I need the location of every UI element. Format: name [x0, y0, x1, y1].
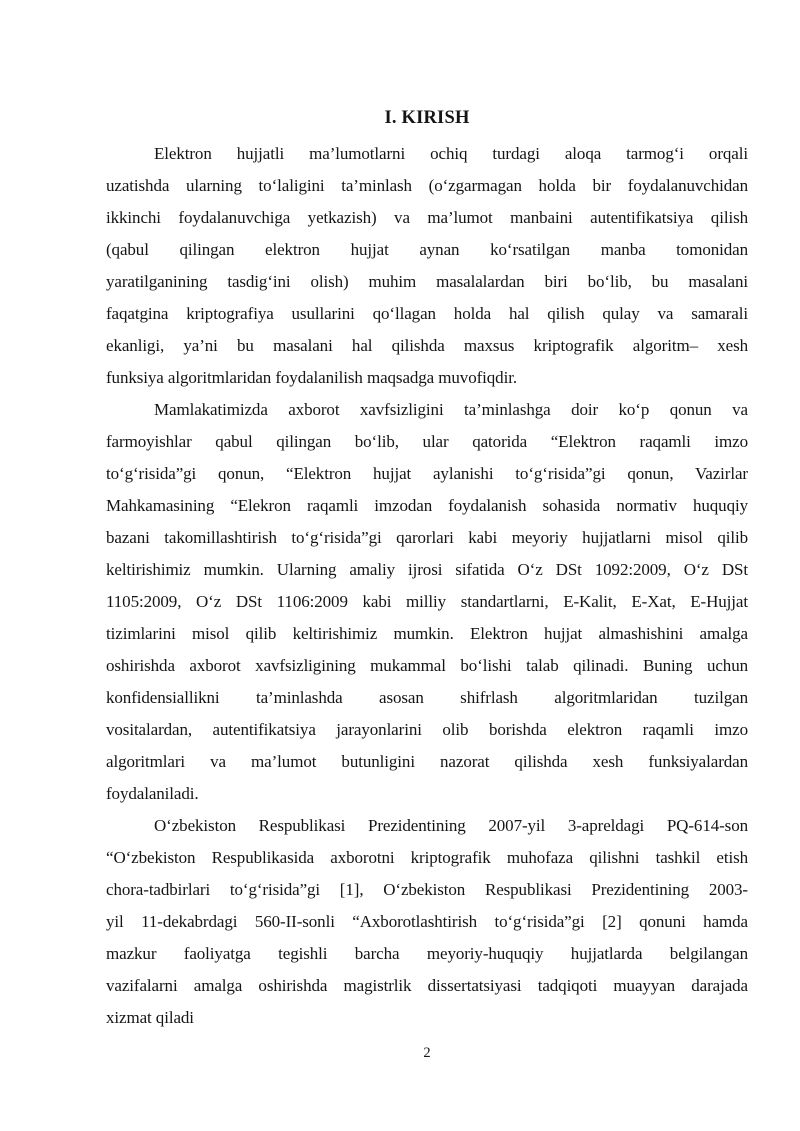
text-line: O‘zbekiston Respublikasi Prezidentining 2007-yil 3-apreldagi PQ-614-son [154, 816, 748, 835]
paragraph [106, 138, 748, 394]
text-line: to‘g‘risida”gi qonun, “Elektron hujjat aylanishi to‘g‘risida”gi qonun, Vazirlar [106, 464, 748, 483]
text-line: algoritmlari va ma’lumot butunligini nazorat qilishda xesh funksiyalardan [106, 752, 748, 771]
document-body [106, 138, 748, 1034]
text-line: yil 11-dekabrdagi 560-II-sonli “Axborotlashtirish to‘g‘risida”gi [2] qonuni hamda [106, 912, 748, 931]
text-line: funksiya algoritmlaridan foydalanilish maqsadga muvofiqdir. [106, 368, 517, 387]
text-line: keltirishimiz mumkin. Ularning amaliy ijrosi sifatida O‘z DSt 1092:2009, O‘z DSt [106, 560, 748, 579]
text-line: vazifalarni amalga oshirishda magistrlik dissertatsiyasi tadqiqoti muayyan darajada [106, 976, 748, 995]
text-line: chora-tadbirlari to‘g‘risida”gi [1], O‘zbekiston Respublikasi Prezidentining 2003- [106, 880, 748, 899]
text-line: bazani takomillashtirish to‘g‘risida”gi qarorlari kabi meyoriy hujjatlarni misol qilib [106, 528, 748, 547]
text-line: Elektron hujjatli ma’lumotlarni ochiq turdagi aloqa tarmog‘i orqali [154, 144, 748, 163]
page-number: 2 [423, 1045, 431, 1061]
text-line: uzatishda ularning to‘laligini ta’minlash (o‘zgarmagan holda bir foydalanuvchidan [106, 176, 748, 195]
text-line: ikkinchi foydalanuvchiga yetkazish) va ma’lumot manbaini autentifikatsiya qilish [106, 208, 748, 227]
text-line: Mahkamasining “Elekron raqamli imzodan foydalanish sohasida normativ huquqiy [106, 496, 748, 515]
text-line: vositalardan, autentifikatsiya jarayonlarini olib borishda elektron raqamli imzo [106, 720, 748, 739]
text-line: farmoyishlar qabul qilingan bo‘lib, ular qatorida “Elektron raqamli imzo [106, 432, 748, 451]
text-line: faqatgina kriptografiya usullarini qo‘llagan holda hal qilish qulay va samarali [106, 304, 748, 323]
paragraph [106, 394, 748, 810]
text-line: oshirishda axborot xavfsizligining mukammal bo‘lishi talab qilinadi. Buning uchun [106, 656, 748, 675]
text-line: 1105:2009, O‘z DSt 1106:2009 kabi milliy standartlarni, E-Kalit, E-Xat, E-Hujjat [106, 592, 748, 611]
text-line: foydalaniladi. [106, 784, 199, 803]
text-line: ekanligi, ya’ni bu masalani hal qilishda maxsus kriptografik algoritm– xesh [106, 336, 748, 355]
text-line: Mamlakatimizda axborot xavfsizligini ta’minlashga doir ko‘p qonun va [154, 400, 748, 419]
text-line: xizmat qiladi [106, 1008, 194, 1027]
text-line: (qabul qilingan elektron hujjat aynan ko‘rsatilgan manba tomonidan [106, 240, 748, 259]
page-title: I. KIRISH [384, 108, 470, 128]
text-line: mazkur faoliyatga tegishli barcha meyoriy-huquqiy hujjatlarda belgilangan [106, 944, 748, 963]
text-line: tizimlarini misol qilib keltirishimiz mumkin. Elektron hujjat almashishini amalga [106, 624, 748, 643]
text-line: yaratilganining tasdig‘ini olish) muhim masalalardan biri bo‘lib, bu masalani [106, 272, 748, 291]
text-line: konfidensiallikni ta’minlashda asosan shifrlash algoritmlaridan tuzilgan [106, 688, 748, 707]
paragraph [106, 810, 748, 1034]
text-line: “O‘zbekiston Respublikasida axborotni kriptografik muhofaza qilishni tashkil etish [106, 848, 748, 867]
